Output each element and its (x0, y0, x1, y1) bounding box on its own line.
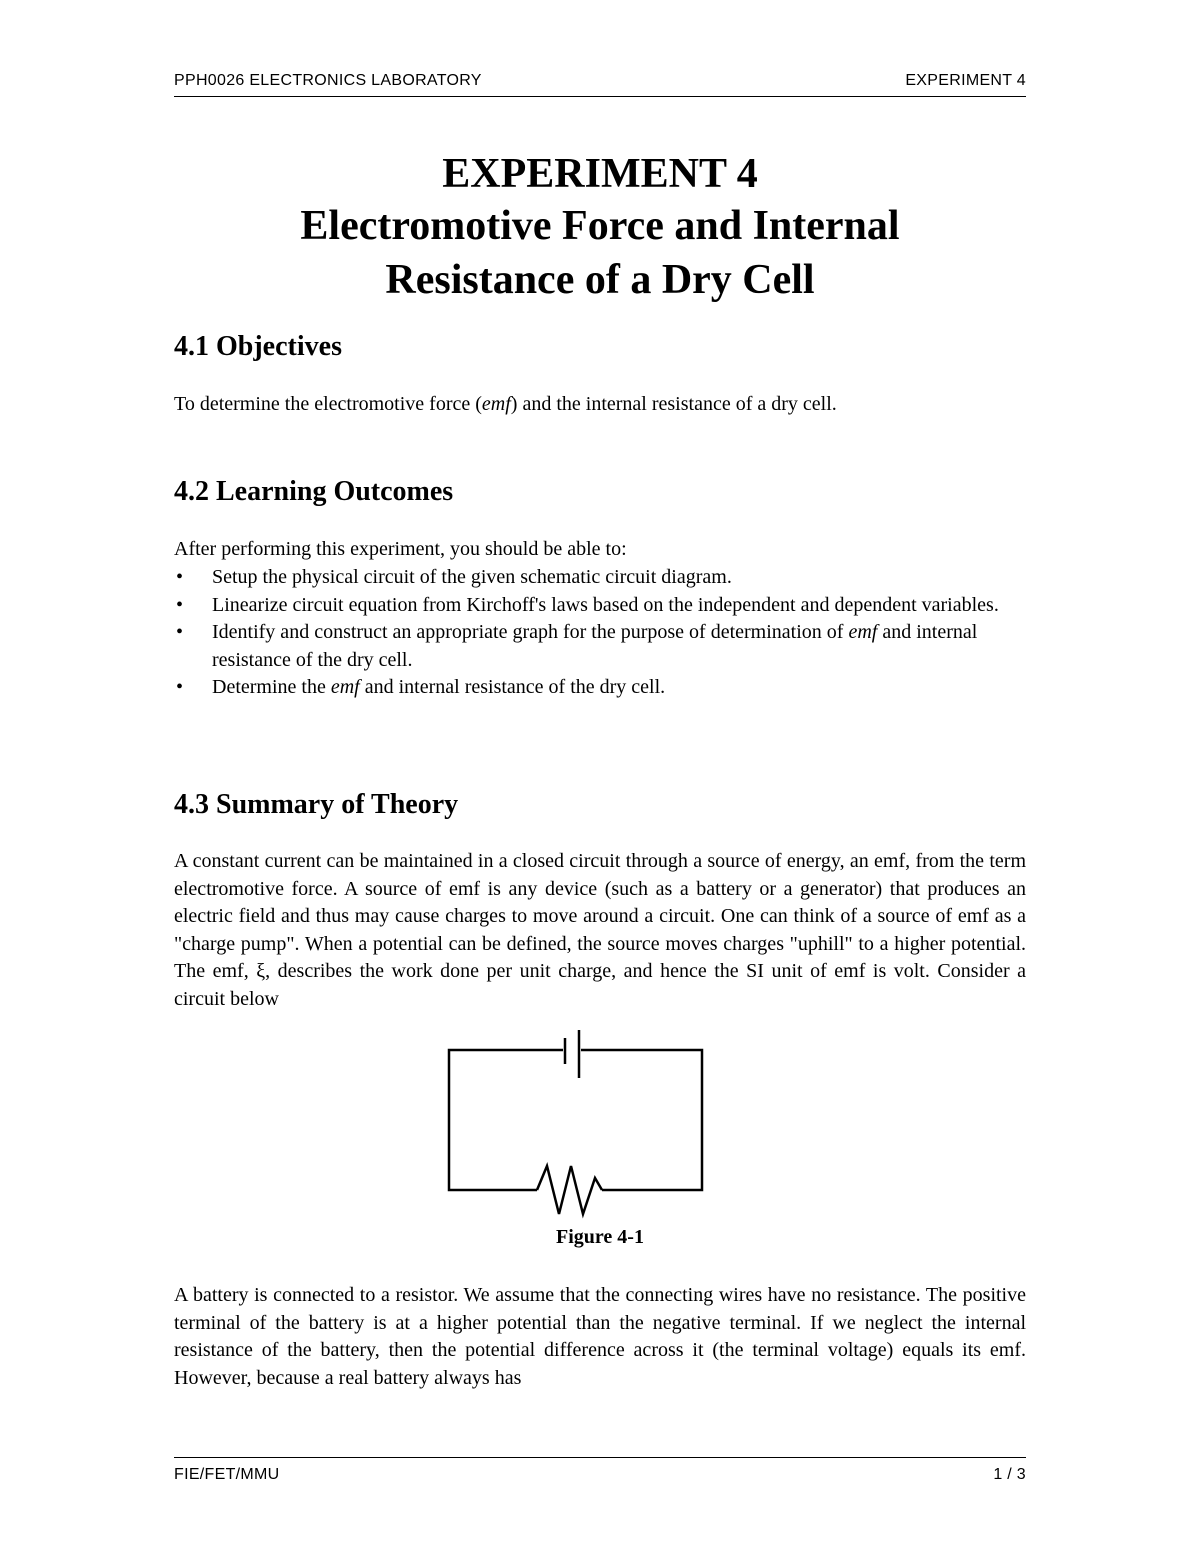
page-number: 1 / 3 (993, 1466, 1026, 1483)
page-header (174, 72, 1026, 97)
theory-paragraph-2: A battery is connected to a resistor. We assume that the connecting wires have no resistance. The positive terminal of the battery is at a higher potential than the negative terminal. If we neglect the internal resistance of the battery, then the potential difference across it (the terminal voltage) equals its emf. However, because a real battery always has (174, 1284, 1026, 1389)
title-line-2: Electromotive Force and Internal (300, 203, 900, 249)
title-experiment-number: EXPERIMENT 4 (442, 151, 758, 197)
bullet-icon: • (176, 566, 184, 588)
list-item: • Determine the emf and internal resistance of the dry cell. (174, 674, 1026, 702)
circuit-diagram (440, 1030, 710, 1230)
header-course: PPH0026 ELECTRONICS LABORATORY (174, 72, 482, 89)
bullet-icon: • (176, 593, 184, 616)
objectives-text: To determine the electromotive force (emf) and the internal resistance of a dry cell. (174, 393, 837, 415)
outcomes-intro: After performing this experiment, you should be able to: (174, 538, 627, 560)
heading-summary-of-theory: 4.3 Summary of Theory (174, 789, 459, 820)
bullet-icon: • (176, 676, 184, 698)
list-item: • Setup the physical circuit of the given schematic circuit diagram. (174, 564, 1026, 592)
resistor-zigzag-icon (537, 1166, 602, 1214)
wire-top-right (581, 1050, 702, 1190)
list-item: • Linearize circuit equation from Kirchoff's laws based on the independent and dependent variables. (174, 592, 1026, 620)
heading-objectives: 4.1 Objectives (174, 331, 342, 362)
bullet-icon: • (176, 621, 184, 643)
theory-paragraph-1: A constant current can be maintained in a closed circuit through a source of energy, an emf, from the term electromotive force. A source of emf is any device (such as a battery or a generator) that produces an electric field and thus may cause charges to move around a circuit. One can think of a source of emf as a "charge pump". When a potential can be defined, the source moves charges "uphill" to a higher potential. The emf, ξ, describes the work done per unit charge, and hence the SI unit of emf is volt. Consider a circuit below (174, 850, 1026, 1010)
heading-learning-outcomes: 4.2 Learning Outcomes (174, 476, 454, 507)
figure-caption: Figure 4-1 (556, 1226, 644, 1248)
title-line-3: Resistance of a Dry Cell (385, 257, 815, 303)
outcomes-list (174, 564, 1026, 702)
footer-institution: FIE/FET/MMU (174, 1466, 280, 1483)
emf-term: emf (481, 393, 511, 415)
header-experiment: EXPERIMENT 4 (905, 72, 1026, 89)
page-footer (174, 1457, 1026, 1484)
list-item: • Identify and construct an appropriate graph for the purpose of determination of emf and internal resistance of the dry cell. (176, 621, 978, 671)
